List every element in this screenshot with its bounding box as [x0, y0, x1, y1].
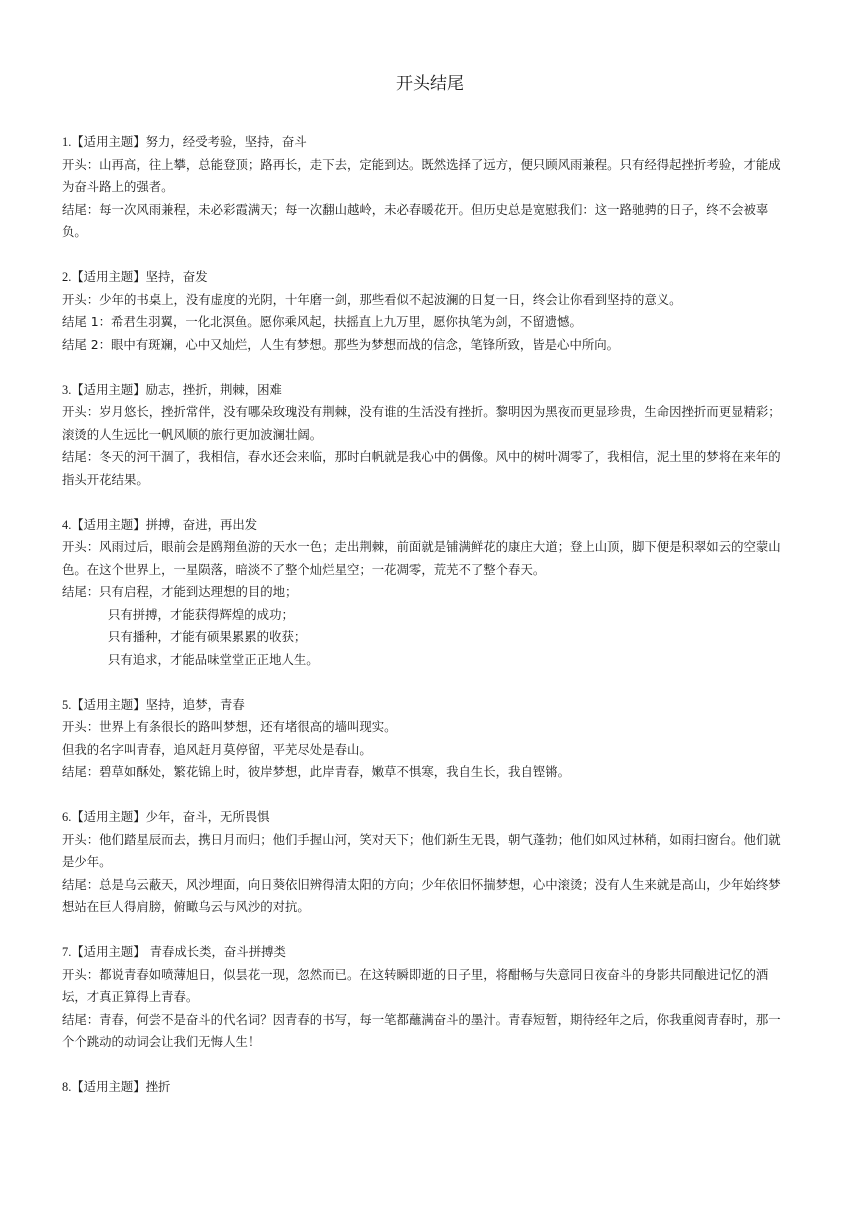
ending-paragraph: 结尾：每一次风雨兼程，未必彩霞满天；每一次翻山越岭，未必春暖花开。但历史总是宽慰我们：这一路驰骋的日子，终不会被辜负。 [62, 201, 769, 239]
section-number: 6. [62, 810, 72, 824]
section-heading-text: 【适用主题】挫折 [71, 1079, 171, 1094]
opening-paragraph: 开头：世界上有条很长的路叫梦想，还有堵很高的墙叫现实。 [62, 719, 397, 734]
ending-paragraph-2: 结尾 2：眼中有斑斓，心中又灿烂，人生有梦想。那些为梦想而战的信念，笔锋所致，皆是心中所向。 [62, 336, 620, 352]
section-number: 3. [62, 382, 72, 397]
ending-paragraph: 结尾：总是乌云蔽天，风沙埋面，向日葵依旧辨得清太阳的方向；少年依旧怀揣梦想，心中滚烫；没有人生来就是高山，少年始终梦想站在巨人得肩膀，俯瞰乌云与风沙的对抗。 [62, 876, 781, 914]
opening-paragraph: 开头：山再高，往上攀，总能登顶；路再长，走下去，定能到达。既然选择了远方，便只顾风雨兼程。只有经得起挫折考验，才能成为奋斗路上的强者。 [62, 156, 781, 194]
section-heading [62, 266, 784, 289]
section-heading-text: 【适用主题】努力，经受考验，坚持，奋斗 [71, 134, 307, 149]
theme-section-2 [62, 266, 784, 356]
ending-paragraph: 结尾：碧草如酥处，繁花锦上时，彼岸梦想，此岸青春，嫩草不惧寒，我自生长，我自铿锵。 [62, 764, 571, 779]
section-heading [62, 1076, 784, 1099]
opening-paragraph: 开头：岁月悠长，挫折常伴，没有哪朵玫瑰没有荆棘，没有谁的生活没有挫折。黎明因为黑夜而更显珍贵，生命因挫折而更显精彩；滚烫的人生远比一帆风顺的旅行更加波澜壮阔。 [62, 404, 781, 442]
section-heading [62, 941, 784, 964]
theme-section-7 [62, 941, 784, 1054]
opening-paragraph: 开头：他们踏星辰而去，携日月而归；他们手握山河，笑对天下；他们新生无畏，朝气蓬勃；他们如风过林稍，如雨扫窗台。他们就是少年。 [62, 831, 781, 869]
section-heading [62, 806, 784, 829]
theme-section-3 [62, 379, 784, 492]
section-heading [62, 514, 784, 537]
opening-paragraph: 开头：少年的书桌上，没有虚度的光阴，十年磨一剑，那些看似不起波澜的日复一日，终会让你看到坚持的意义。 [62, 291, 682, 307]
section-number: 2. [62, 270, 72, 284]
ending-subline: 只有追求，才能品味堂堂正正地人生。 [108, 651, 319, 667]
section-number: 4. [62, 517, 72, 532]
section-number: 7. [62, 945, 72, 959]
ending-subline: 只有播种，才能有硕果累累的收获； [108, 629, 307, 644]
opening-paragraph-continued: 但我的名字叫青春，追风赶月莫停留，平芜尽处是春山。 [62, 741, 372, 757]
document-body [62, 131, 784, 1121]
section-heading-text: 【适用主题】少年，奋斗，无所畏惧 [71, 809, 270, 824]
section-heading [62, 379, 784, 402]
opening-paragraph: 开头：都说青春如喷薄旭日，似昙花一现，忽然而已。在这转瞬即逝的日子里，将酣畅与失意同日夜奋斗的身影共同酿进记忆的酒坛，才真正算得上青春。 [62, 966, 769, 1004]
section-number: 5. [62, 697, 72, 712]
ending-subline: 只有拼搏，才能获得辉煌的成功； [108, 606, 294, 622]
ending-paragraph: 结尾：青春，何尝不是奋斗的代名词？因青春的书写，每一笔都蘸满奋斗的墨汁。青春短暂，期待经年之后，你我重阅青春时，那一个个跳动的动词会让我们无悔人生！ [62, 1011, 781, 1049]
section-number: 1. [62, 135, 72, 149]
section-heading-text: 【适用主题】拼搏，奋进，再出发 [71, 516, 258, 532]
section-heading-text: 【适用主题】励志，挫折，荆棘，困难 [71, 381, 282, 397]
theme-section-8 [62, 1076, 784, 1099]
section-number: 8. [62, 1080, 72, 1094]
theme-section-4 [62, 514, 784, 672]
ending-paragraph-1: 结尾 1：希君生羽翼，一化北溟鱼。愿你乘风起，扶摇直上九万里，愿你执笔为剑，不留遗憾。 [62, 314, 582, 329]
section-heading [62, 131, 784, 154]
theme-section-6 [62, 806, 784, 919]
theme-section-1 [62, 131, 784, 244]
opening-paragraph: 开头：风雨过后，眼前会是鸥翔鱼游的天水一色；走出荆棘，前面就是铺满鲜花的康庄大道；登上山顶，脚下便是积翠如云的空蒙山色。在这个世界上，一星陨落，暗淡不了整个灿烂星空；一花凋零，荒芜不了整个春天。 [62, 539, 781, 577]
section-heading-text: 【适用主题】坚持，奋发 [71, 269, 208, 284]
section-heading [62, 694, 784, 717]
section-heading-text: 【适用主题】 青春成长类，奋斗拼搏类 [71, 944, 286, 959]
section-heading-text: 【适用主题】坚持，追梦，青春 [71, 696, 245, 712]
document-title: 开头结尾 [396, 74, 464, 94]
ending-paragraph: 结尾：只有启程，才能到达理想的目的地； [62, 584, 298, 599]
ending-paragraph: 结尾：冬天的河干涸了，我相信，春水还会来临，那时白帆就是我心中的偶像。风中的树叶凋零了，我相信，泥土里的梦将在来年的指头开花结果。 [62, 449, 781, 487]
theme-section-5 [62, 694, 784, 784]
